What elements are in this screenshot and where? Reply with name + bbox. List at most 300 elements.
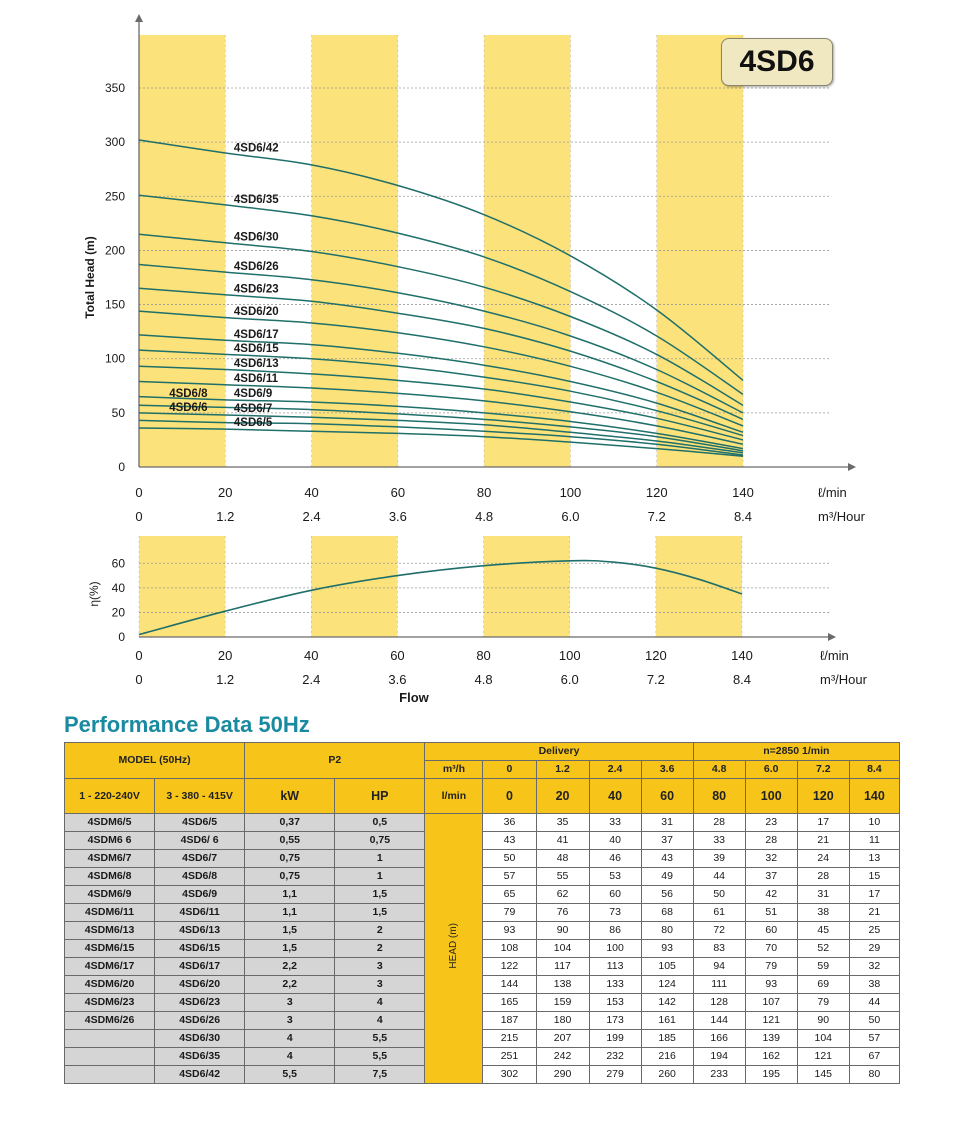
head-value: 215 — [483, 1030, 536, 1048]
head-value: 139 — [745, 1030, 797, 1048]
head-value: 69 — [797, 976, 849, 994]
x-tick-label: 60 — [390, 485, 406, 500]
head-value: 51 — [745, 904, 797, 922]
col-3ph-header: 3 - 380 - 415V — [155, 779, 245, 814]
table-row — [65, 940, 900, 958]
head-value: 45 — [797, 922, 849, 940]
x-tick-label-secondary: 3.6 — [388, 672, 407, 687]
x-tick-label: 40 — [304, 648, 319, 663]
head-value: 70 — [745, 940, 797, 958]
model-1ph: 4SDM6/23 — [65, 994, 155, 1012]
head-label-cell — [425, 814, 483, 1084]
head-value: 142 — [641, 994, 693, 1012]
head-value: 44 — [849, 994, 899, 1012]
shaded-band — [656, 536, 742, 637]
head-value: 28 — [797, 868, 849, 886]
head-value: 21 — [849, 904, 899, 922]
x-unit-label-secondary: m³/Hour — [820, 672, 867, 687]
m3h-value: 4.8 — [693, 761, 745, 779]
head-value: 121 — [745, 1012, 797, 1030]
head-value: 60 — [745, 922, 797, 940]
model-3ph: 4SD6/30 — [155, 1030, 245, 1048]
head-value: 61 — [693, 904, 745, 922]
head-value: 42 — [745, 886, 797, 904]
table-row — [65, 958, 900, 976]
x-tick-label: 100 — [558, 648, 581, 663]
model-3ph: 4SD6/20 — [155, 976, 245, 994]
model-1ph: 4SDM6 6 — [65, 832, 155, 850]
x-tick-label: 120 — [645, 648, 667, 663]
power-kw: 4 — [245, 1030, 335, 1048]
lmin-value: 100 — [745, 779, 797, 814]
head-value: 124 — [641, 976, 693, 994]
curve-label: 4SD6/7 — [233, 403, 273, 416]
head-value: 50 — [849, 1012, 899, 1030]
head-value: 121 — [797, 1048, 849, 1066]
model-1ph: 4SDM6/9 — [65, 886, 155, 904]
col-1ph-header: 1 - 220-240V — [65, 779, 155, 814]
shaded-band — [139, 536, 225, 637]
head-value: 232 — [589, 1048, 641, 1066]
model-1ph: 4SDM6/17 — [65, 958, 155, 976]
head-value: 25 — [849, 922, 899, 940]
efficiency-chart — [0, 520, 960, 710]
head-value: 173 — [589, 1012, 641, 1030]
y-tick-label: 100 — [104, 351, 125, 366]
head-value: 41 — [536, 832, 589, 850]
lmin-header-row — [65, 779, 900, 814]
power-hp: 0,5 — [335, 814, 425, 832]
table-row — [65, 1012, 900, 1030]
x-axis-arrow — [848, 463, 856, 471]
head-value: 144 — [483, 976, 536, 994]
power-kw: 3 — [245, 994, 335, 1012]
head-value: 83 — [693, 940, 745, 958]
head-value: 37 — [641, 832, 693, 850]
model-3ph: 4SD6/17 — [155, 958, 245, 976]
m3h-value: 0 — [483, 761, 536, 779]
curve-label: 4SD6/35 — [233, 193, 279, 206]
m3h-value: 7.2 — [797, 761, 849, 779]
power-kw: 2,2 — [245, 958, 335, 976]
table-row — [65, 814, 900, 832]
x-axis-arrow — [828, 633, 836, 641]
model-header: MODEL (50Hz) — [65, 743, 245, 779]
head-value: 65 — [483, 886, 536, 904]
model-3ph: 4SD6/15 — [155, 940, 245, 958]
power-hp: 2 — [335, 940, 425, 958]
table-row — [65, 868, 900, 886]
head-value: 31 — [641, 814, 693, 832]
model-3ph: 4SD6/13 — [155, 922, 245, 940]
head-value: 108 — [483, 940, 536, 958]
head-value: 48 — [536, 850, 589, 868]
table-row — [65, 1030, 900, 1048]
head-value: 38 — [849, 976, 899, 994]
power-hp: 3 — [335, 976, 425, 994]
lmin-value: 40 — [589, 779, 641, 814]
head-value: 104 — [797, 1030, 849, 1048]
head-value: 17 — [849, 886, 899, 904]
head-value: 79 — [797, 994, 849, 1012]
head-value: 32 — [745, 850, 797, 868]
power-hp: 4 — [335, 994, 425, 1012]
lmin-value: 80 — [693, 779, 745, 814]
y-axis-label: Total Head (m) — [83, 236, 97, 319]
power-kw: 0,75 — [245, 850, 335, 868]
y-tick-label: 20 — [111, 605, 125, 620]
power-hp: 0,75 — [335, 832, 425, 850]
y-tick-label: 300 — [104, 135, 125, 150]
x-tick-label-secondary: 8.4 — [732, 672, 752, 687]
y-tick-label: 200 — [104, 243, 125, 258]
curve-label: 4SD6/13 — [233, 357, 279, 370]
table-row — [65, 976, 900, 994]
x-tick-label-secondary: 3.6 — [388, 509, 407, 524]
head-value: 24 — [797, 850, 849, 868]
shaded-band — [484, 536, 570, 637]
model-1ph: 4SDM6/7 — [65, 850, 155, 868]
head-value: 33 — [589, 814, 641, 832]
x-tick-label-secondary: 6.0 — [560, 672, 579, 687]
m3h-value: 1.2 — [536, 761, 589, 779]
y-tick-label: 0 — [118, 630, 125, 644]
m3h-value: 6.0 — [745, 761, 797, 779]
head-value: 199 — [589, 1030, 641, 1048]
head-value: 145 — [797, 1066, 849, 1084]
y-tick-label: 50 — [111, 405, 125, 420]
head-value: 86 — [589, 922, 641, 940]
head-value: 56 — [641, 886, 693, 904]
hp-header: HP — [335, 779, 425, 814]
lmin-value: 20 — [536, 779, 589, 814]
x-tick-label: 20 — [217, 648, 233, 663]
model-1ph: 4SDM6/8 — [65, 868, 155, 886]
x-tick-label-secondary: 2.4 — [302, 672, 321, 687]
y-tick-label: 60 — [111, 556, 125, 571]
head-value: 104 — [536, 940, 589, 958]
head-value: 107 — [745, 994, 797, 1012]
table-row — [65, 1048, 900, 1066]
head-value: 50 — [483, 850, 536, 868]
x-tick-label-secondary: 1.2 — [216, 509, 235, 524]
y-axis-arrow — [135, 14, 143, 22]
power-kw: 1,5 — [245, 940, 335, 958]
table-row — [65, 1066, 900, 1084]
lmin-value: 60 — [641, 779, 693, 814]
head-value: 117 — [536, 958, 589, 976]
power-kw: 0,75 — [245, 868, 335, 886]
table-row — [65, 994, 900, 1012]
head-value: 37 — [745, 868, 797, 886]
x-tick-label-secondary: 0 — [135, 509, 143, 524]
power-hp: 5,5 — [335, 1030, 425, 1048]
kw-header: kW — [245, 779, 335, 814]
model-1ph: 4SDM6/20 — [65, 976, 155, 994]
table-row — [65, 850, 900, 868]
model-3ph: 4SD6/23 — [155, 994, 245, 1012]
lmin-label: l/min — [425, 779, 483, 814]
model-3ph: 4SD6/26 — [155, 1012, 245, 1030]
head-value: 32 — [849, 958, 899, 976]
head-value: 138 — [536, 976, 589, 994]
head-value: 90 — [797, 1012, 849, 1030]
head-value: 11 — [849, 832, 899, 850]
head-value: 52 — [797, 940, 849, 958]
y-axis-label: η(%) — [87, 581, 101, 607]
x-tick-label-secondary: 7.2 — [646, 672, 665, 687]
head-value: 113 — [589, 958, 641, 976]
head-value: 46 — [589, 850, 641, 868]
head-label: HEAD (m) — [448, 922, 460, 969]
x-unit-label: ℓ/min — [818, 485, 847, 500]
m3h-label: m³/h — [425, 761, 483, 779]
curve-label: 4SD6/30 — [233, 231, 279, 244]
x-tick-label-secondary: 6.0 — [561, 509, 580, 524]
head-value: 50 — [693, 886, 745, 904]
head-value: 180 — [536, 1012, 589, 1030]
model-1ph: 4SDM6/26 — [65, 1012, 155, 1030]
model-1ph: 4SDM6/13 — [65, 922, 155, 940]
x-tick-label: 40 — [304, 485, 319, 500]
shaded-band — [311, 536, 397, 637]
head-value: 28 — [693, 814, 745, 832]
head-value: 23 — [745, 814, 797, 832]
x-unit-label: ℓ/min — [820, 648, 849, 663]
head-value: 60 — [589, 886, 641, 904]
head-value: 13 — [849, 850, 899, 868]
head-value: 93 — [483, 922, 536, 940]
head-value: 28 — [745, 832, 797, 850]
x-axis-label: Flow — [399, 690, 429, 705]
table-row — [65, 904, 900, 922]
model-3ph: 4SD6/5 — [155, 814, 245, 832]
head-value: 94 — [693, 958, 745, 976]
table-row — [65, 832, 900, 850]
head-value: 144 — [693, 1012, 745, 1030]
power-hp: 4 — [335, 1012, 425, 1030]
x-tick-label: 0 — [135, 485, 143, 500]
model-3ph: 4SD6/9 — [155, 886, 245, 904]
curve-label: 4SD6/42 — [233, 142, 279, 155]
lmin-value: 0 — [483, 779, 536, 814]
power-kw: 1,5 — [245, 922, 335, 940]
x-tick-label: 140 — [732, 485, 754, 500]
model-1ph — [65, 1066, 155, 1084]
head-value: 302 — [483, 1066, 536, 1084]
head-value: 44 — [693, 868, 745, 886]
head-value: 242 — [536, 1048, 589, 1066]
head-value: 185 — [641, 1030, 693, 1048]
head-value: 55 — [536, 868, 589, 886]
x-tick-label-secondary: 4.8 — [475, 509, 494, 524]
head-value: 33 — [693, 832, 745, 850]
x-unit-label-secondary: m³/Hour — [818, 509, 865, 524]
x-tick-label-secondary: 7.2 — [647, 509, 666, 524]
curve-label: 4SD6/20 — [233, 306, 279, 319]
model-3ph: 4SD6/7 — [155, 850, 245, 868]
model-badge: 4SD6 — [721, 38, 833, 86]
head-value: 153 — [589, 994, 641, 1012]
power-hp: 7,5 — [335, 1066, 425, 1084]
x-tick-label-secondary: 2.4 — [302, 509, 321, 524]
head-value: 90 — [536, 922, 589, 940]
power-hp: 1,5 — [335, 886, 425, 904]
curve-label: 4SD6/15 — [233, 342, 279, 355]
model-1ph: 4SDM6/15 — [65, 940, 155, 958]
x-tick-label: 80 — [476, 485, 492, 500]
head-value: 40 — [589, 832, 641, 850]
model-1ph: 4SDM6/11 — [65, 904, 155, 922]
head-value: 207 — [536, 1030, 589, 1048]
m3h-value: 3.6 — [641, 761, 693, 779]
power-kw: 0,55 — [245, 832, 335, 850]
head-value: 73 — [589, 904, 641, 922]
power-hp: 1 — [335, 850, 425, 868]
head-value: 105 — [641, 958, 693, 976]
y-tick-label: 40 — [111, 580, 125, 595]
head-value: 36 — [483, 814, 536, 832]
head-value: 38 — [797, 904, 849, 922]
head-value: 59 — [797, 958, 849, 976]
power-kw: 3 — [245, 1012, 335, 1030]
m3h-value: 2.4 — [589, 761, 641, 779]
head-value: 76 — [536, 904, 589, 922]
power-hp: 3 — [335, 958, 425, 976]
lmin-value: 120 — [797, 779, 849, 814]
head-value: 195 — [745, 1066, 797, 1084]
curve-label: 4SD6/11 — [233, 373, 279, 386]
head-value: 162 — [745, 1048, 797, 1066]
shaded-band — [657, 35, 743, 467]
head-value: 39 — [693, 850, 745, 868]
model-3ph: 4SD6/35 — [155, 1048, 245, 1066]
model-1ph — [65, 1030, 155, 1048]
model-1ph: 4SDM6/5 — [65, 814, 155, 832]
head-value: 216 — [641, 1048, 693, 1066]
x-tick-label: 80 — [476, 648, 491, 663]
head-value: 10 — [849, 814, 899, 832]
head-value: 194 — [693, 1048, 745, 1066]
head-value: 62 — [536, 886, 589, 904]
head-value: 260 — [641, 1066, 693, 1084]
head-value: 57 — [849, 1030, 899, 1048]
x-tick-label: 60 — [390, 648, 405, 663]
head-value: 15 — [849, 868, 899, 886]
model-3ph: 4SD6/42 — [155, 1066, 245, 1084]
head-value: 166 — [693, 1030, 745, 1048]
efficiency-curve — [139, 561, 742, 635]
head-value: 79 — [745, 958, 797, 976]
head-value: 251 — [483, 1048, 536, 1066]
model-3ph: 4SD6/ 6 — [155, 832, 245, 850]
head-value: 67 — [849, 1048, 899, 1066]
head-value: 111 — [693, 976, 745, 994]
x-tick-label-secondary: 8.4 — [733, 509, 753, 524]
head-value: 290 — [536, 1066, 589, 1084]
head-value: 21 — [797, 832, 849, 850]
curve-label: 4SD6/6 — [169, 402, 208, 415]
head-value: 100 — [589, 940, 641, 958]
head-value: 133 — [589, 976, 641, 994]
head-value: 53 — [589, 868, 641, 886]
power-kw: 2,2 — [245, 976, 335, 994]
head-value: 128 — [693, 994, 745, 1012]
x-tick-label: 140 — [731, 648, 753, 663]
curve-label: 4SD6/23 — [233, 283, 279, 296]
x-tick-label: 20 — [218, 485, 233, 500]
y-tick-label: 350 — [104, 81, 125, 95]
x-tick-label: 120 — [645, 485, 668, 500]
head-value: 93 — [745, 976, 797, 994]
y-tick-label: 150 — [104, 297, 125, 312]
head-value: 29 — [849, 940, 899, 958]
curve-label: 4SD6/26 — [233, 260, 279, 273]
head-value: 57 — [483, 868, 536, 886]
speed-header: n=2850 1/min — [693, 743, 899, 761]
head-value: 161 — [641, 1012, 693, 1030]
head-value: 72 — [693, 922, 745, 940]
m3h-value: 8.4 — [849, 761, 899, 779]
head-value: 233 — [693, 1066, 745, 1084]
power-hp: 1 — [335, 868, 425, 886]
delivery-header: Delivery — [425, 743, 693, 761]
head-value: 122 — [483, 958, 536, 976]
head-value: 17 — [797, 814, 849, 832]
power-kw: 5,5 — [245, 1066, 335, 1084]
head-value: 35 — [536, 814, 589, 832]
curve-4sd6-42 — [139, 140, 743, 380]
power-kw: 1,1 — [245, 886, 335, 904]
table-row — [65, 922, 900, 940]
head-value: 79 — [483, 904, 536, 922]
power-hp: 1,5 — [335, 904, 425, 922]
performance-table — [64, 742, 900, 1084]
power-hp: 5,5 — [335, 1048, 425, 1066]
model-3ph: 4SD6/11 — [155, 904, 245, 922]
curve-label: 4SD6/5 — [233, 417, 273, 430]
head-value: 49 — [641, 868, 693, 886]
head-value: 159 — [536, 994, 589, 1012]
head-value: 43 — [483, 832, 536, 850]
x-tick-label: 100 — [559, 485, 582, 500]
head-value: 165 — [483, 994, 536, 1012]
performance-title: Performance Data 50Hz — [64, 712, 310, 737]
model-1ph — [65, 1048, 155, 1066]
power-hp: 2 — [335, 922, 425, 940]
x-tick-label-secondary: 1.2 — [216, 672, 235, 687]
head-value: 93 — [641, 940, 693, 958]
power-kw: 4 — [245, 1048, 335, 1066]
x-tick-label: 0 — [135, 648, 143, 663]
y-tick-label: 0 — [118, 460, 125, 474]
power-kw: 0,37 — [245, 814, 335, 832]
power-kw: 1,1 — [245, 904, 335, 922]
x-tick-label-secondary: 0 — [135, 672, 143, 687]
head-value: 80 — [641, 922, 693, 940]
curve-label: 4SD6/9 — [233, 388, 273, 401]
x-tick-label-secondary: 4.8 — [474, 672, 493, 687]
y-tick-label: 250 — [104, 189, 125, 204]
p2-header: P2 — [245, 743, 425, 779]
lmin-value: 140 — [849, 779, 899, 814]
head-value: 68 — [641, 904, 693, 922]
curve-label: 4SD6/17 — [233, 328, 279, 341]
curve-label: 4SD6/8 — [169, 388, 208, 401]
model-3ph: 4SD6/8 — [155, 868, 245, 886]
head-value: 31 — [797, 886, 849, 904]
head-value: 187 — [483, 1012, 536, 1030]
